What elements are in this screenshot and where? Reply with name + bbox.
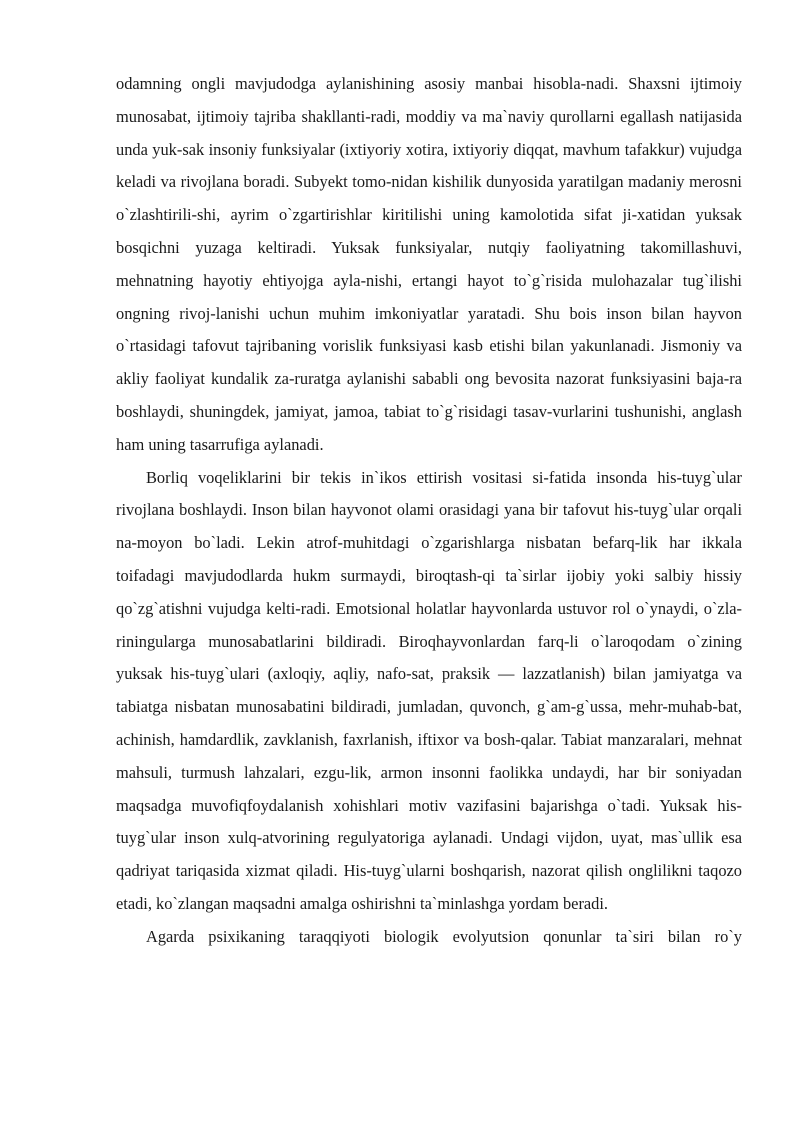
paragraph-1: odamning ongli mavjudodga aylanishining asosiy manbai hisobla-nadi. Shaxsni ijtimoiy munosabat, ijtimoiy tajriba shakllanti-radi, moddiy va ma`naviy qurollarni egallash natijasida unda yuk-sak insoniy funksiyalar (ixtiyoriy xotira, ixtiyoriy diqqat, mavhum tafakkur) vujudga keladi va rivojlana boradi. Subyekt tomo-nidan kishilik dunyosida yaratilgan madaniy merosni o`zlashtirili-shi, ayrim o`zgartirishlar kiritilishi uning kamolotida sifat ji-xatidan yuksak bosqichni yuzaga keltiradi. Yuksak funksiyalar, nutqiy faoliyatning takomillashuvi, mehnatning hayotiy ehtiyojga ayla-nishi, ertangi hayot to`g`risida mulohazalar tug`ilishi ongning rivoj-lanishi uchun muhim imkoniyatlar yaratadi. Shu bois inson bilan hayvon o`rtasidagi tafovut tajribaning vorislik funksiyasi kasb etishi bilan yakunlanadi. Jismoniy va akliy faoliyat kundalik za-ruratga aylanishi sababli ong bevosita nazorat funksiyasini baja-ra boshlaydi, shuningdek, jamiyat, jamoa, tabiat to`g`risidagi tasav-vurlarini tushunishi, anglash ham uning tasarrufiga aylanadi. [116,74,742,454]
paragraph-2: Borliq voqeliklarini bir tekis in`ikos ettirish vositasi si-fatida insonda his-tuyg`ular rivojlana boshlaydi. Inson bilan hayvonot olami orasidagi yana bir tafovut his-tuyg`ular orqali na-moyon bo`ladi. Lekin atrof-muhitdagi o`zgarishlarga nisbatan befarq-lik har ikkala toifadagi mavjudodlarda hukm surmaydi, biroqtash-qi ta`sirlar ijobiy yoki salbiy hissiy qo`zg`atishni vujudga kelti-radi. Emotsional holatlar hayvonlarda ustuvor rol o`ynaydi, o`zla-riningularga munosabatlarini bildiradi. Biroqhayvonlardan farq-li o`laroqodam o`zining yuksak his-tuyg`ulari (axloqiy, aqliy, nafo-sat, praksik — lazzatlanish) bilan jamiyatga va tabiatga nisbatan munosabatini bildiradi, jumladan, quvonch, g`am-g`ussa, mehr-muhab-bat, achinish, hamdardlik, zavklanish, faxrlanish, iftixor va bosh-qalar. Tabiat manzaralari, mehnat mahsuli, turmush lahzalari, ezgu-lik, armon insonni faolikka undaydi, har bir soniyadan maqsadga muvofiqfoydalanish xohishlari motiv vazifasini bajarishga o`tadi. Yuksak his-tuyg`ular inson xulq-atvorining regulyatoriga aylanadi. Undagi vijdon, uyat, mas`ullik esa qadriyat tariqasida xizmat qiladi. His-tuyg`ularni boshqarish, nazorat qilish onglilikni taqozo etadi, ko`zlangan maqsadni amalga oshirishni ta`minlashga yordam beradi. [116,467,742,913]
document-page [116,68,742,954]
paragraph-3: Agarda psixikaning taraqqiyoti biologik evolyutsion qonunlar ta`siri bilan ro`y [146,926,742,946]
